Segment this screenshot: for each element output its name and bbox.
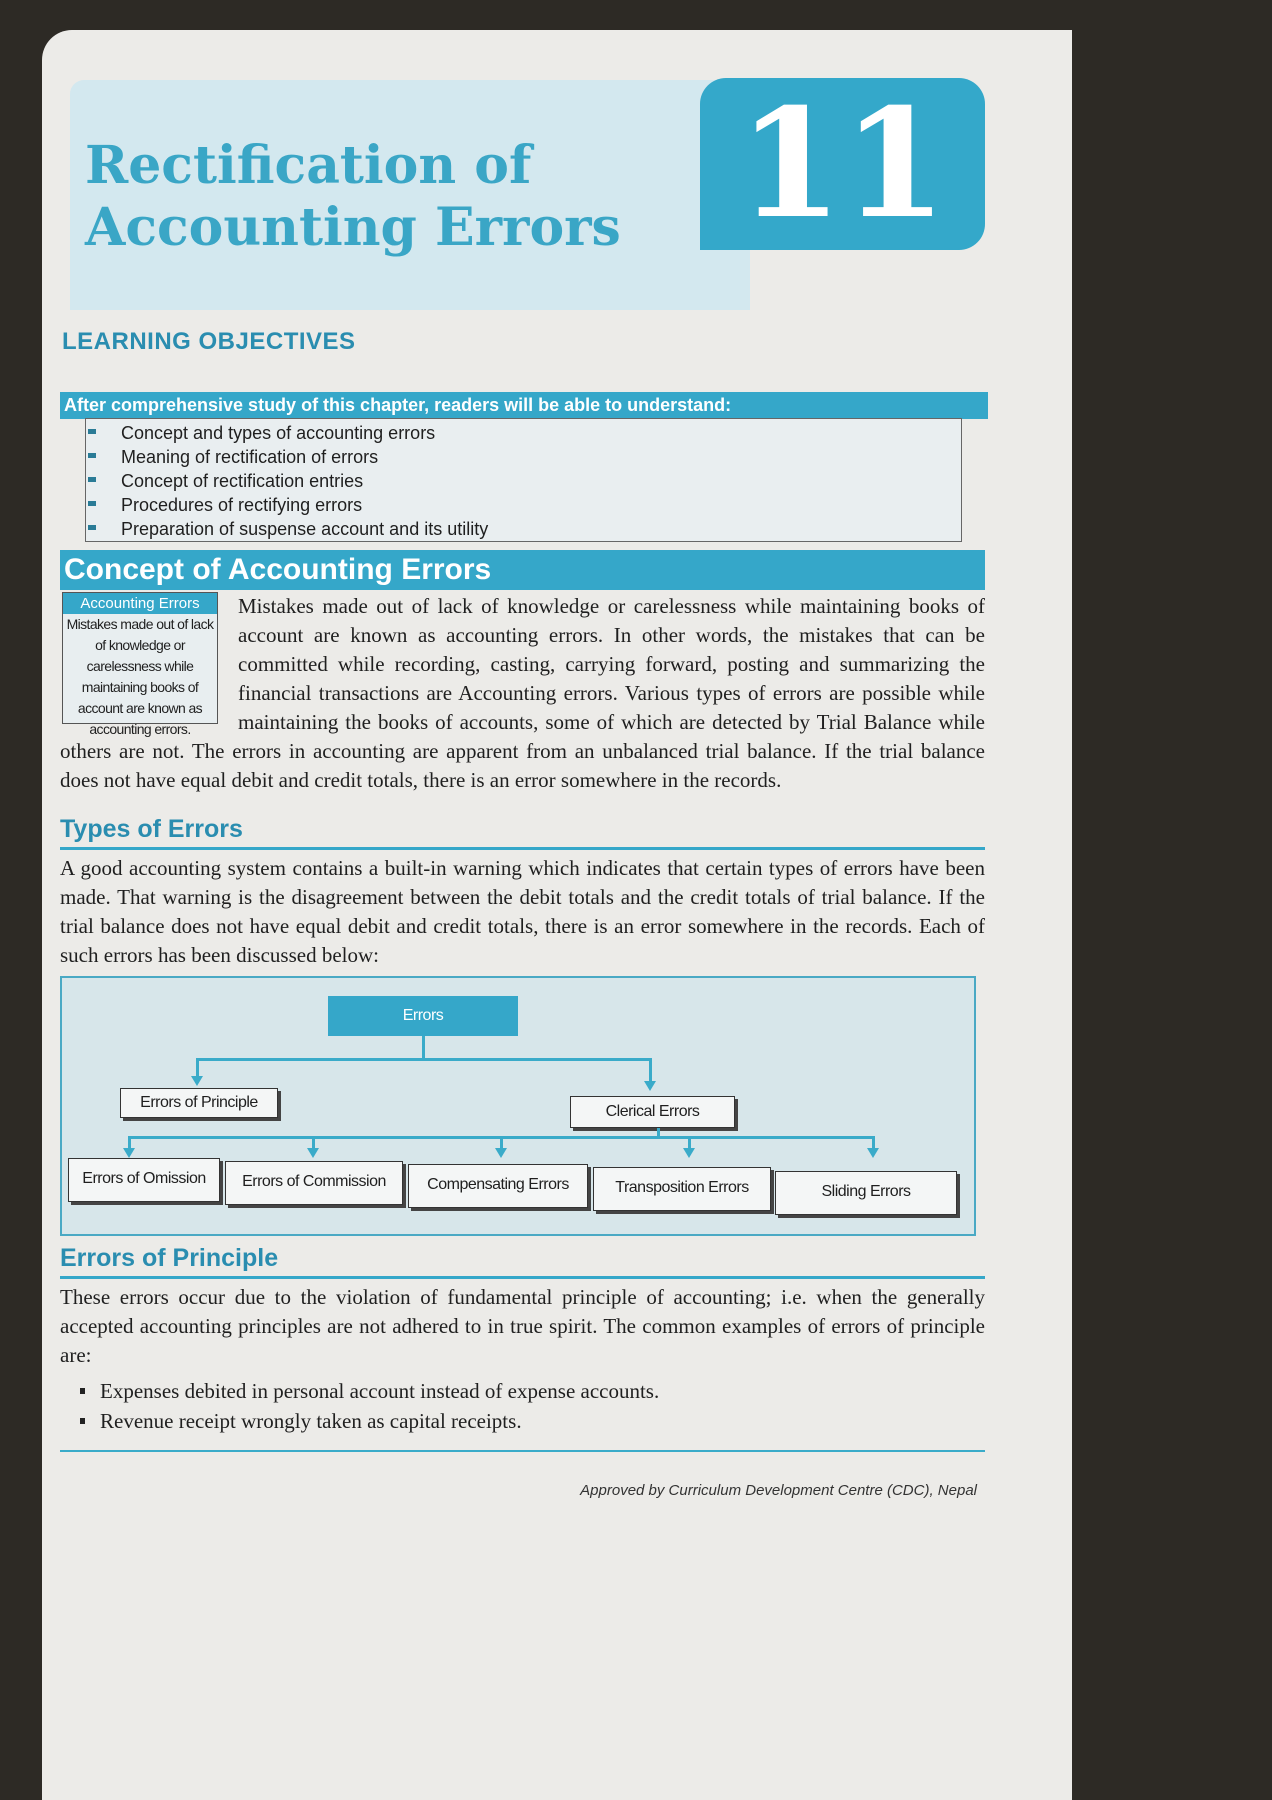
node-errors: Errors	[328, 996, 518, 1036]
arrow-icon	[191, 1076, 203, 1086]
bullet-icon	[88, 477, 96, 482]
types-paragraph: A good accounting system contains a built-in warning which indicates that certain types of errors have been made. That warning is the disagreement between the debit totals and the credit totals of trial balance. If the trial balance does not have equal debit and credit totals, there is an error somewhere in the records. Each of such errors has been discussed below:	[60, 856, 985, 967]
node-errors-of-principle: Errors of Principle	[120, 1088, 278, 1118]
objective-text: Concept of rectification entries	[121, 471, 364, 491]
node-errors-of-commission: Errors of Commission	[225, 1161, 403, 1205]
example-item: Revenue receipt wrongly taken as capital receipts.	[60, 1406, 985, 1436]
arrow-icon	[683, 1148, 695, 1158]
objective-item	[86, 445, 961, 469]
objective-text: Meaning of rectification of errors	[121, 447, 379, 467]
arrow-icon	[307, 1148, 319, 1158]
node-errors-of-omission: Errors of Omission	[68, 1158, 220, 1202]
chapter-body	[60, 550, 985, 1499]
objective-text: Procedures of rectifying errors	[121, 495, 363, 515]
objective-text: Concept and types of accounting errors	[121, 423, 436, 443]
concept-heading: Concept of Accounting Errors	[60, 550, 985, 590]
footer-rule	[60, 1450, 985, 1452]
divider	[60, 847, 985, 850]
footer-approval: Approved by Curriculum Development Centre (CDC), Nepal	[580, 1482, 977, 1499]
chapter-title	[85, 135, 621, 259]
connector-line	[196, 1058, 199, 1078]
principle-heading: Errors of Principle	[60, 1244, 279, 1272]
sidebar-text: Mistakes made out of lack of knowledge or carelessness while maintaining books of account are known as accounting errors.	[66, 616, 214, 737]
concept-section	[60, 590, 985, 795]
concept-paragraph-bottom: detected by Trial Balance while others are not. The errors in accounting are apparent from an unbalanced trial balance. If the trial balance does not have equal debit and credit totals, there is an error somewhere in the records.	[60, 710, 985, 792]
sidebar-title: Accounting Errors	[63, 593, 217, 614]
principle-examples	[60, 1376, 985, 1436]
objective-text: Preparation of suspense account and its utility	[121, 519, 489, 539]
bullet-icon	[88, 525, 96, 530]
errors-diagram	[60, 976, 976, 1236]
arrow-icon	[867, 1148, 879, 1158]
connector-line	[422, 1036, 425, 1058]
learning-objectives-heading: LEARNING OBJECTIVES	[62, 328, 356, 355]
chapter-number: 11	[700, 78, 985, 250]
arrow-icon	[495, 1148, 507, 1158]
types-heading: Types of Errors	[60, 815, 243, 843]
node-compensating-errors: Compensating Errors	[408, 1164, 588, 1208]
objective-item	[86, 421, 961, 445]
connector-line	[649, 1058, 652, 1083]
title-line-2: Accounting Errors	[85, 197, 621, 258]
objective-item	[86, 517, 961, 541]
title-line-1: Rectification of	[85, 135, 532, 196]
learning-objectives-list	[85, 418, 962, 542]
node-clerical-errors: Clerical Errors	[570, 1096, 735, 1128]
definition-sidebar	[62, 592, 218, 737]
bullet-icon	[88, 501, 96, 506]
concept-paragraph-top: Mistakes made out of lack of knowledge or carelessness while maintaining books of account are known as accounting errors. In other words, the mistakes that can be committed while recording, casting, carrying forward, posting and summarizing the financial transactions are Accounting errors. Various types of errors are possible while maintaining the books of accounts, some of which are	[238, 594, 985, 734]
objective-item	[86, 469, 961, 493]
bullet-icon	[88, 453, 96, 458]
node-transposition-errors: Transposition Errors	[593, 1167, 771, 1211]
bullet-icon	[88, 429, 96, 434]
principle-paragraph: These errors occur due to the violation of fundamental principle of accounting; i.e. when the generally accepted accounting principles are not adhered to in true spirit. The common examples of errors of principle are:	[60, 1285, 985, 1367]
arrow-icon	[644, 1081, 656, 1091]
connector-line	[196, 1058, 652, 1061]
node-sliding-errors: Sliding Errors	[775, 1171, 957, 1215]
objective-item	[86, 493, 961, 517]
example-item: Expenses debited in personal account instead of expense accounts.	[60, 1376, 985, 1406]
divider	[60, 1276, 985, 1279]
arrow-icon	[123, 1148, 135, 1158]
learning-objectives-intro: After comprehensive study of this chapter, readers will be able to understand:	[60, 392, 988, 419]
